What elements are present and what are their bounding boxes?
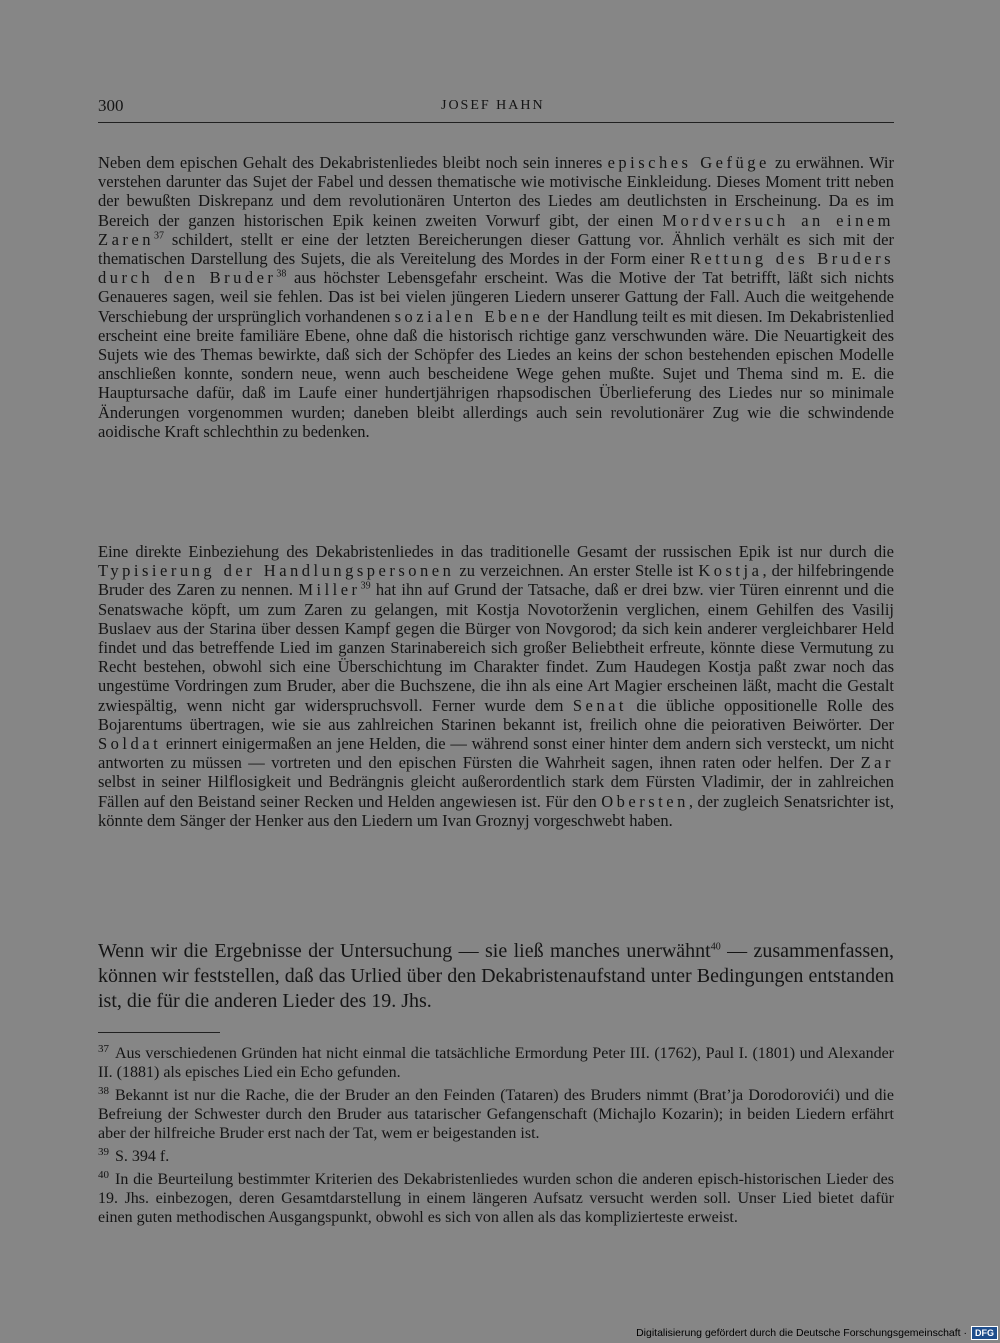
- footnote-ref: 38: [276, 268, 287, 280]
- footnote: $^{40}$ In die Beurteilung bestimmter Kriterien des Dekabristenliedes wurden schon die anderen episch-historischen Lieder des 19. Jhs. einbezogen, deren Gesamtdarstellung in einem längeren Aufsatz versucht werden soll. Unser Lied bietet dafür einen guten methodischen Ausgangspunkt, obwohl es sich von allen als das komplizierteste erweist.: [98, 1168, 894, 1226]
- digitization-footer: [636, 1326, 998, 1340]
- spaced-emphasis: Senat: [572, 695, 627, 715]
- spaced-emphasis: Typisierung der Handlungspersonen: [98, 561, 455, 581]
- footnote-ref: 39: [360, 580, 371, 592]
- spaced-emphasis: sozialen Ebene: [394, 306, 544, 326]
- spaced-emphasis: Miller: [298, 580, 361, 600]
- spaced-emphasis: Kostja: [698, 561, 763, 581]
- footnote: $^{39}$ S. 394 f.: [98, 1145, 170, 1165]
- spaced-emphasis: Mordversuch an einem Zaren: [98, 210, 894, 249]
- page-header: [98, 96, 894, 123]
- dfg-logo: DFG: [971, 1326, 998, 1340]
- spaced-emphasis: Obersten: [601, 791, 689, 811]
- footnote-divider: [98, 1032, 220, 1033]
- spaced-emphasis: Rettung des Bruders durch den Bruder: [98, 249, 895, 288]
- body-paragraph-large: Wenn wir die Ergebnisse der Untersuchung — sie ließ manches unerwähnt$^{40}$ — zusammenfassen, können wir feststellen, daß das Urlied über den Dekabristenaufstand unter Bedingungen entstanden ist, die für die anderen Lieder des 19. Jhs.: [98, 940, 894, 1012]
- body-paragraph: Neben dem epischen Gehalt des Dekabristenliedes bleibt noch sein inneres episches Gefüge zu erwähnen. Wir verstehen darunter das Sujet der Fabel und dessen thematische wie motivische Einkleidung. Dieses Moment tritt neben der bewußten Diskrepanz und dem revolutionären Unterton des Liedes am deutlichsten in Erscheinung. Da es im Bereich der ganzen historischen Epik keinen zweiten Vorwurf gibt, der einen Mordversuch an einem Zaren$^{37}$ schildert, stellt er eine der letzten Bereicherungen dieser Gattung vor. Ähnlich verhält es sich mit der thematischen Darstellung des Sujets, die als Vereitelung des Mordes in der Form einer Rettung des Bruders durch den Bruder$^{38}$ aus höchster Lebensgefahr erscheint. Was die Motive der Tat betrifft, läßt sich nichts Genaueres sagen, weil sie fehlen. Das ist bei vielen jüngeren Liedern unserer Gattung der Fall. Auch die weitgehende Verschiebung der ursprünglich vorhandenen sozialen Ebene der Handlung teilt es mit diesen. Im Dekabristenlied erscheint eine breite familiäre Ebene, ohne daß die historisch richtige ganz verschwunden wäre. Die Neuartigkeit des Sujets wie des Themas bewirkte, daß sich der Schöpfer des Liedes an keins der schon bestehenden epischen Modelle anschließen konnte, sondern neue, wenn auch bescheidene Wege gehen mußte. Sujet und Thema sind m. E. die Hauptursache dafür, daß im Laufe einer hundertjährigen rhapsodischen Überlieferung des Liedes nur so minimale Änderungen vorgenommen wurden; daneben bleibt allerdings auch sein revolutionärer Zug wie die schwindende aoidische Kraft schlechthin zu bedenken.: [98, 153, 895, 441]
- spaced-emphasis: episches Gefüge: [607, 153, 770, 172]
- spaced-emphasis: Soldat: [98, 734, 162, 754]
- spaced-emphasis: Zar: [860, 753, 894, 773]
- footnote-ref: 40: [710, 941, 721, 953]
- footnote-ref: 37: [153, 230, 164, 242]
- body-paragraph: Eine direkte Einbeziehung des Dekabristenliedes in das traditionelle Gesamt der russischen Epik ist nur durch die Typisierung der Handlungspersonen zu verzeichnen. An erster Stelle ist Kostja, der hilfebringende Bruder des Zaren zu nennen. Miller$^{39}$ hat ihn auf Grund der Tatsache, daß er drei bzw. vier Türen einrennt und die Senatswache köpft, um zum Zaren zu gelangen, mit Kostja Novotorženin verglichen, einem Gehilfen des Vasilij Buslaev aus der Starina über dessen Kampf gegen die Bürger von Novgorod; da sich kein anderer vergleichbarer Held findet und das betreffende Lied im ganzen Starinabereich sich großer Beliebtheit erfreute, könnte diese Vermutung zu Recht bestehen, obwohl sich eine Überschichtung im Charakter findet. Zum Haudegen Kostja paßt zwar noch das ungestüme Vordringen zum Bruder, aber die Buchszene, die ihn als eine Art Magier erscheinen läßt, macht die Gestalt zwiespältig, wenn nicht gar widerspruchsvoll. Ferner wurde dem Senat die übliche oppositionelle Rolle des Bojarentums übertragen, wie sie aus zahlreichen Starinen bekannt ist, freilich ohne die peiorativen Beiwörter. Der Soldat erinnert einigermaßen an jene Helden, die — während sonst einer hinter dem andern sich versteckt, um nicht antworten zu müssen — vortreten und den epischen Fürsten die Wahrheit sagen, ihnen raten oder helfen. Der Zar selbst in seiner Hilflosigkeit und Bedrängnis gleicht außerordentlich stark dem Fürsten Vladimir, der in zahlreichen Fällen auf den Beistand seiner Recken und Helden angewiesen ist. Für den Obersten, der zugleich Senatsrichter ist, könnte dem Sänger der Henker aus den Liedern um Ivan Groznyj vorgeschwebt haben.: [98, 542, 894, 830]
- footer-text: Digitalisierung gefördert durch die Deutsche Forschungsgemeinschaft ·: [636, 1327, 967, 1339]
- footnotes: [98, 1044, 894, 1231]
- page-number: 300: [98, 96, 124, 115]
- running-head: JOSEF HAHN: [441, 98, 545, 113]
- footnote: $^{37}$ Aus verschiedenen Gründen hat nicht einmal die tatsächliche Ermordung Peter III. (1762), Paul I. (1801) und Alexander II. (1881) als episches Lied ein Echo gefunden.: [98, 1042, 894, 1081]
- footnote: $^{38}$ Bekannt ist nur die Rache, die der Bruder an den Feinden (Tataren) des Bruders nimmt (Brat’ja Dorodorovići) und die Befreiung der Schwester durch den Bruder aus tatarischer Gefangenschaft (Michajlo Kozarin); in beiden Liedern erfährt aber der hilfreiche Bruder erst nach der Tat, wem er beigestanden ist.: [98, 1084, 894, 1142]
